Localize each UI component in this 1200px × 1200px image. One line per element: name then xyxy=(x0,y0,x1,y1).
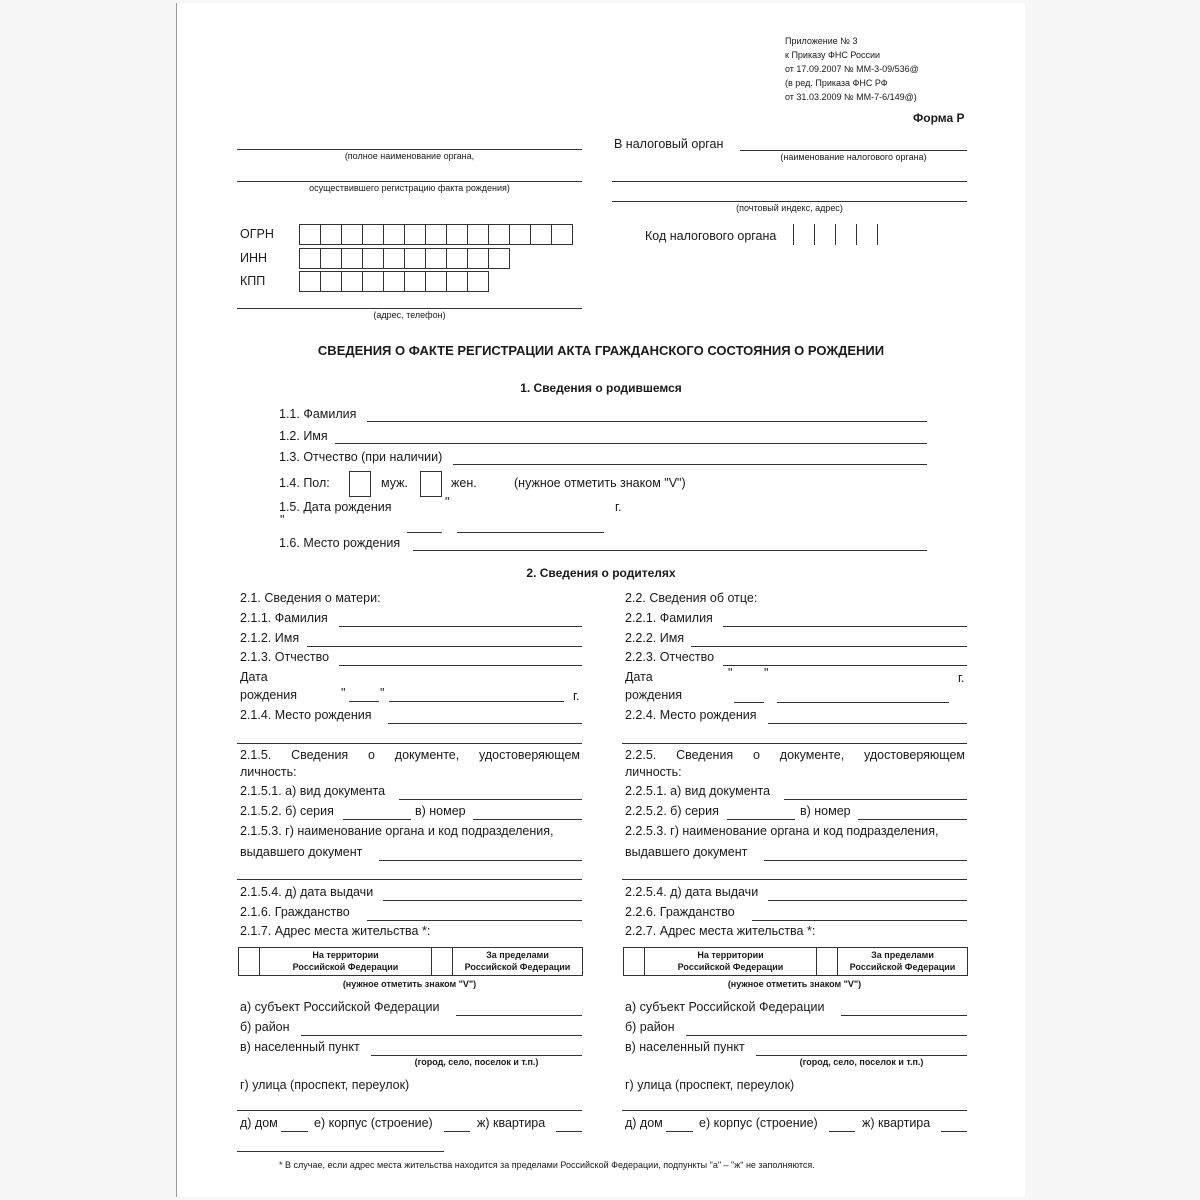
father-flat-line[interactable] xyxy=(941,1131,967,1132)
mother-date-quote-close: " xyxy=(380,686,385,700)
mother-district-line[interactable] xyxy=(301,1035,582,1036)
ogrn-cells[interactable] xyxy=(299,224,573,245)
father-name-label: 2.2.2. Имя xyxy=(625,631,685,645)
father-doc-date-line[interactable] xyxy=(768,900,967,901)
mother-birth-month-line[interactable] xyxy=(389,701,564,702)
mother-patronymic-label: 2.1.3. Отчество xyxy=(240,650,330,664)
male-checkbox[interactable] xyxy=(349,471,371,497)
annex-line-1: Приложение № 3 xyxy=(785,36,858,46)
mother-locality-caption: (город, село, поселок и т.п.) xyxy=(414,1057,539,1067)
birth-place-label: 1.6. Место рождения xyxy=(279,536,401,550)
mother-flat-label: ж) квартира xyxy=(477,1116,546,1130)
tax-authority-caption: (наименование налогового органа) xyxy=(780,152,927,162)
father-in-rf-checkbox[interactable] xyxy=(624,948,645,975)
father-in-rf-label: На территории Российской Федерации xyxy=(645,948,817,975)
ogrn-label: ОГРН xyxy=(240,227,274,241)
mother-date-label-2: рождения xyxy=(240,688,298,702)
mother-locality-line[interactable] xyxy=(371,1055,582,1056)
father-birth-place-label: 2.2.4. Место рождения xyxy=(625,708,757,722)
mother-house-label: д) дом xyxy=(240,1116,278,1130)
mother-building-line[interactable] xyxy=(444,1131,470,1132)
father-house-line[interactable] xyxy=(666,1131,693,1132)
sex-label: 1.4. Пол: xyxy=(279,476,330,490)
father-house-label: д) дом xyxy=(625,1116,663,1130)
father-address-type-box[interactable] xyxy=(623,947,968,976)
annex-line-3: от 17.09.2007 № ММ-3-09/536@ xyxy=(785,64,919,74)
footnote-text: * В случае, если адрес места жительства находится за пределами Российской Федерации, подпункты "а" – "ж" не заполняются. xyxy=(279,1160,815,1170)
kpp-label: КПП xyxy=(240,274,266,288)
father-title: 2.2. Сведения об отце: xyxy=(625,591,758,605)
mother-residence-label: 2.1.7. Адрес места жительства *: xyxy=(240,924,431,938)
mother-name-label: 2.1.2. Имя xyxy=(240,631,300,645)
father-locality-line[interactable] xyxy=(756,1055,967,1056)
mother-doc-date-label: 2.1.5.4. д) дата выдачи xyxy=(240,885,374,899)
father-district-line[interactable] xyxy=(686,1035,967,1036)
mother-address-mark-note: (нужное отметить знаком "V") xyxy=(342,979,477,989)
annex-line-5: от 31.03.2009 № ММ-7-6/149@) xyxy=(785,92,917,102)
mother-doc-issuer-line[interactable] xyxy=(379,860,582,861)
father-flat-label: ж) квартира xyxy=(862,1116,931,1130)
father-address-mark-note: (нужное отметить знаком "V") xyxy=(727,979,862,989)
father-citizenship-label: 2.2.6. Гражданство xyxy=(625,905,735,919)
father-name-line[interactable] xyxy=(691,646,967,647)
birth-date-quote-open: " xyxy=(280,513,285,527)
address-phone-line[interactable] xyxy=(237,308,582,309)
mother-subject-line[interactable] xyxy=(456,1015,582,1016)
tax-authority-line[interactable] xyxy=(740,150,967,151)
father-locality-caption: (город, село, поселок и т.п.) xyxy=(799,1057,924,1067)
father-citizenship-line[interactable] xyxy=(752,920,967,921)
org-caption-1: (полное наименование органа, xyxy=(344,151,475,161)
father-birth-place-line[interactable] xyxy=(768,723,967,724)
mother-flat-line[interactable] xyxy=(556,1131,582,1132)
mother-district-label: б) район xyxy=(240,1020,290,1034)
child-name-label: 1.2. Имя xyxy=(279,429,328,443)
mother-out-rf-label: За пределами Российской Федерации xyxy=(464,950,571,972)
mother-street-line[interactable] xyxy=(237,1110,582,1111)
kpp-cells[interactable] xyxy=(299,271,489,292)
mother-birth-place-line[interactable] xyxy=(388,723,582,724)
father-out-rf-checkbox[interactable] xyxy=(817,948,838,975)
father-patronymic-label: 2.2.3. Отчество xyxy=(625,650,715,664)
org-name-line-1[interactable] xyxy=(237,149,582,150)
male-label: муж. xyxy=(381,476,408,490)
father-subject-label: а) субъект Российской Федерации xyxy=(625,1000,825,1014)
mother-out-rf-checkbox[interactable] xyxy=(432,948,453,975)
sex-note: (нужное отметить знаком "V") xyxy=(514,476,686,490)
father-doc-type-line[interactable] xyxy=(784,799,967,800)
father-birth-day-line[interactable] xyxy=(734,702,764,703)
mother-surname-label: 2.1.1. Фамилия xyxy=(240,611,328,625)
father-date-quote-open: " xyxy=(728,666,733,680)
father-street-line[interactable] xyxy=(622,1110,967,1111)
father-doc-title-2: личность: xyxy=(625,765,682,779)
father-doc-issuer-line-2[interactable] xyxy=(622,879,967,880)
child-surname-label: 1.1. Фамилия xyxy=(279,407,357,421)
mother-birth-place-line-2[interactable] xyxy=(237,743,582,744)
mother-doc-type-line[interactable] xyxy=(399,799,582,800)
tax-authority-label: В налоговый орган xyxy=(614,137,724,151)
mother-date-label-1: Дата xyxy=(240,670,268,684)
father-doc-date-label: 2.2.5.4. д) дата выдачи xyxy=(625,885,759,899)
child-name-line[interactable] xyxy=(335,443,927,444)
birth-day-line[interactable] xyxy=(407,532,442,533)
tax-code-cells[interactable] xyxy=(793,224,878,245)
father-date-year: г. xyxy=(958,671,965,685)
mother-subject-label: а) субъект Российской Федерации xyxy=(240,1000,440,1014)
footnote-separator xyxy=(237,1151,444,1152)
mother-doc-type-label: 2.1.5.1. а) вид документа xyxy=(240,784,386,798)
mother-doc-issuer-line-2[interactable] xyxy=(237,879,582,880)
mother-surname-line[interactable] xyxy=(339,626,582,627)
birth-date-label: 1.5. Дата рождения xyxy=(279,500,392,514)
annex-line-4: (в ред. Приказа ФНС РФ xyxy=(785,78,888,88)
mother-date-year: г. xyxy=(573,689,580,703)
mother-locality-label: в) населенный пункт xyxy=(240,1040,360,1054)
mother-name-line[interactable] xyxy=(307,646,582,647)
mother-birth-place-label: 2.1.4. Место рождения xyxy=(240,708,372,722)
father-surname-line[interactable] xyxy=(723,626,967,627)
father-building-label: е) корпус (строение) xyxy=(699,1116,818,1130)
mother-doc-issuer-label-1: 2.1.5.3. г) наименование органа и код подразделения, xyxy=(240,824,554,838)
mother-doc-series-label: 2.1.5.2. б) серия xyxy=(240,804,334,818)
mother-doc-title-2: личность: xyxy=(240,765,297,779)
birth-date-quote-close: " xyxy=(445,495,450,509)
org-caption-2: осуществившего регистрацию факта рождения) xyxy=(309,183,510,193)
mother-house-line[interactable] xyxy=(281,1131,308,1132)
father-date-quote-close: " xyxy=(764,666,769,680)
birth-month-line[interactable] xyxy=(457,532,604,533)
birth-place-line[interactable] xyxy=(413,550,927,551)
mother-doc-date-line[interactable] xyxy=(383,900,582,901)
tax-code-label: Код налогового органа xyxy=(645,229,777,243)
father-building-line[interactable] xyxy=(829,1131,855,1132)
form-name: Форма Р xyxy=(913,111,965,125)
mother-doc-number-line[interactable] xyxy=(473,819,582,820)
father-subject-line[interactable] xyxy=(841,1015,967,1016)
father-street-label: г) улица (проспект, переулок) xyxy=(625,1078,795,1092)
mother-building-label: е) корпус (строение) xyxy=(314,1116,433,1130)
mother-citizenship-line[interactable] xyxy=(367,920,582,921)
father-patronymic-line[interactable] xyxy=(723,665,967,666)
form-page xyxy=(176,3,1025,1197)
child-surname-line[interactable] xyxy=(367,421,927,422)
mother-in-rf-checkbox[interactable] xyxy=(239,948,260,975)
father-doc-number-line[interactable] xyxy=(858,819,967,820)
inn-cells[interactable] xyxy=(299,248,510,269)
father-doc-series-label: 2.2.5.2. б) серия xyxy=(625,804,719,818)
father-locality-label: в) населенный пункт xyxy=(625,1040,745,1054)
birth-date-year: г. xyxy=(615,500,622,514)
father-date-label-2: рождения xyxy=(625,688,683,702)
mother-doc-series-line[interactable] xyxy=(343,819,411,820)
child-patronymic-line[interactable] xyxy=(453,464,927,465)
father-residence-label: 2.2.7. Адрес места жительства *: xyxy=(625,924,816,938)
mother-birth-day-line[interactable] xyxy=(349,701,379,702)
document-title: СВЕДЕНИЯ О ФАКТЕ РЕГИСТРАЦИИ АКТА ГРАЖДАНСКОГО СОСТОЯНИЯ О РОЖДЕНИИ xyxy=(317,343,885,358)
org-name-line-2[interactable] xyxy=(237,181,582,182)
annex-line-2: к Приказу ФНС России xyxy=(785,50,881,60)
father-surname-label: 2.2.1. Фамилия xyxy=(625,611,713,625)
address-phone-caption: (адрес, телефон) xyxy=(373,310,446,320)
father-doc-number-label: в) номер xyxy=(800,804,851,818)
mother-date-quote-open: " xyxy=(341,686,346,700)
postal-line-1[interactable] xyxy=(612,181,967,182)
mother-doc-issuer-label-2: выдавшего документ xyxy=(240,845,363,859)
mother-doc-title-1: 2.1.5. Сведения о документе, удостоверяющем xyxy=(240,748,580,762)
father-doc-issuer-label-1: 2.2.5.3. г) наименование органа и код подразделения, xyxy=(625,824,939,838)
father-out-rf-label: За пределами Российской Федерации xyxy=(849,950,956,972)
father-birth-place-line-2[interactable] xyxy=(622,743,967,744)
father-birth-month-line[interactable] xyxy=(777,702,949,703)
mother-title: 2.1. Сведения о матери: xyxy=(240,591,381,605)
child-patronymic-label: 1.3. Отчество (при наличии) xyxy=(279,450,443,464)
section2-heading: 2. Сведения о родителях xyxy=(526,566,676,580)
mother-doc-number-label: в) номер xyxy=(415,804,466,818)
postal-line-2[interactable] xyxy=(612,201,967,202)
female-label: жен. xyxy=(451,476,477,490)
father-date-label-1: Дата xyxy=(625,670,653,684)
mother-patronymic-line[interactable] xyxy=(339,665,582,666)
mother-street-label: г) улица (проспект, переулок) xyxy=(240,1078,410,1092)
father-district-label: б) район xyxy=(625,1020,675,1034)
father-doc-issuer-label-2: выдавшего документ xyxy=(625,845,748,859)
mother-in-rf-label: На территории Российской Федерации xyxy=(260,948,432,975)
father-doc-type-label: 2.2.5.1. а) вид документа xyxy=(625,784,771,798)
section1-heading: 1. Сведения о родившемся xyxy=(520,381,682,395)
postal-caption: (почтовый индекс, адрес) xyxy=(736,203,843,213)
female-checkbox[interactable] xyxy=(420,471,442,497)
mother-citizenship-label: 2.1.6. Гражданство xyxy=(240,905,350,919)
mother-address-type-box[interactable] xyxy=(238,947,583,976)
father-doc-series-line[interactable] xyxy=(727,819,795,820)
father-doc-title-1: 2.2.5. Сведения о документе, удостоверяющем xyxy=(625,748,965,762)
inn-label: ИНН xyxy=(240,251,268,265)
father-doc-issuer-line[interactable] xyxy=(764,860,967,861)
